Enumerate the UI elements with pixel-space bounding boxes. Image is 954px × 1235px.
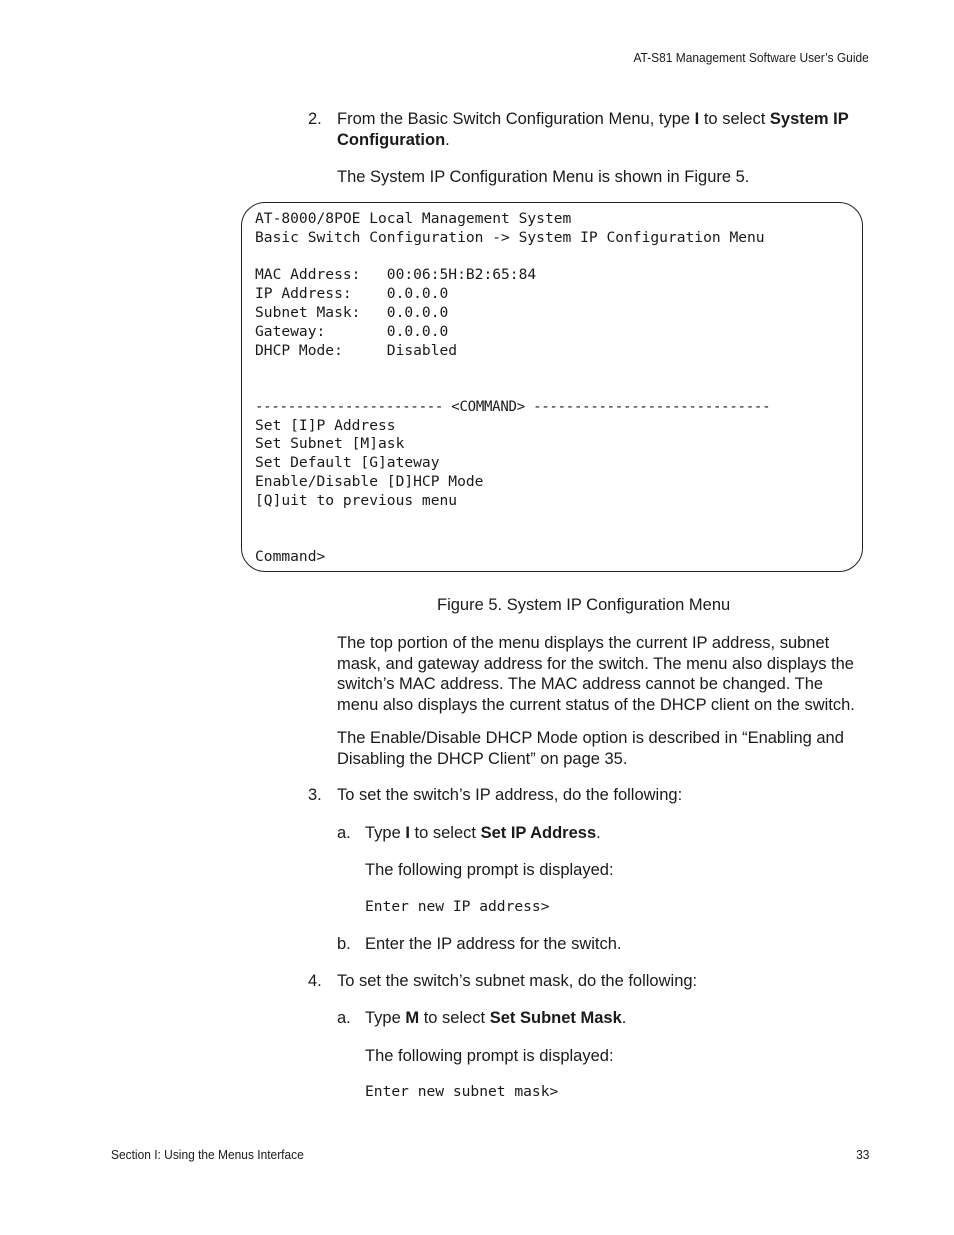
step-4a-text [365, 1008, 626, 1029]
step-2-text-end: . [445, 130, 450, 149]
step-4-text: To set the switch’s subnet mask, do the following: [337, 972, 698, 990]
terminal-line: Enable/Disable [D]HCP Mode [255, 473, 484, 490]
terminal-line: Set Subnet [M]ask [255, 435, 405, 453]
step-2-target-1: System IP [769, 110, 849, 128]
terminal-line: [Q]uit to previous menu [255, 491, 458, 509]
step-3-prompt-code: Enter new IP address> [365, 898, 550, 915]
page-number: 33 [855, 1147, 869, 1162]
step-3a-end: . [596, 824, 601, 842]
step-2-target-2: Configuration [337, 130, 446, 149]
step-4a-pre: Type [365, 1009, 406, 1027]
footer-section: Section I: Using the Menus Interface [111, 1147, 304, 1162]
step-4-prompt-code: Enter new subnet mask> [365, 1083, 559, 1100]
step-2-text-pre: From the Basic Switch Configuration Menu, type [337, 110, 695, 128]
step-4-prompt-intro: The following prompt is displayed: [365, 1047, 614, 1065]
step-4a-label: a. [337, 1009, 351, 1027]
terminal-command-divider: ----------------------- <COMMAND> ----------------------------- [255, 398, 771, 415]
terminal-line: IP Address: 0.0.0.0 [255, 285, 449, 303]
paragraph-line: Disabling the DHCP Client” on page 35. [337, 749, 628, 768]
terminal-line: Subnet Mask: 0.0.0.0 [255, 304, 449, 321]
paragraph-line: The Enable/Disable DHCP Mode option is described in “Enabling and [337, 729, 844, 747]
step-3b-label: b. [337, 935, 351, 953]
paragraph-dhcp-reference [337, 728, 897, 769]
step-3-prompt-intro: The following prompt is displayed: [365, 861, 614, 879]
step-3a-text [365, 823, 601, 844]
step-3a-target: Set IP Address [480, 824, 597, 842]
step-2-number: 2. [308, 110, 322, 128]
step-2-key: I [694, 110, 700, 128]
figure-caption: Figure 5. System IP Configuration Menu [437, 596, 731, 614]
paragraph-line: mask, and gateway address for the switch. The menu also displays the [337, 654, 854, 673]
paragraph-line: switch’s MAC address. The MAC address cannot be changed. The [337, 675, 824, 693]
terminal-line: Gateway: 0.0.0.0 [255, 322, 449, 340]
step-2-text [337, 109, 877, 150]
step-4a-mid: to select [419, 1009, 490, 1027]
step-3a-label: a. [337, 824, 351, 842]
step-3b-text: Enter the IP address for the switch. [365, 935, 622, 953]
figure-intro: The System IP Configuration Menu is shown in Figure 5. [337, 168, 750, 186]
terminal-line: DHCP Mode: Disabled [255, 341, 458, 359]
terminal-line: MAC Address: 00:06:5H:B2:65:84 [255, 266, 537, 284]
paragraph-menu-description [337, 633, 897, 715]
terminal-line: Set [I]P Address [255, 416, 396, 434]
step-4-number: 4. [308, 972, 322, 990]
terminal-screen-figure [241, 202, 863, 572]
running-header: AT-S81 Management Software User’s Guide [633, 50, 869, 65]
step-3-text: To set the switch’s IP address, do the following: [337, 786, 683, 804]
step-3a-pre: Type [365, 824, 406, 842]
terminal-prompt: Command> [255, 547, 326, 565]
step-4a-key: M [405, 1009, 420, 1027]
terminal-line: Basic Switch Configuration -> System IP Configuration Menu [255, 228, 765, 246]
step-3-number: 3. [308, 786, 322, 804]
paragraph-line: menu also displays the current status of the DHCP client on the switch. [337, 695, 855, 714]
step-4a-end: . [621, 1009, 627, 1027]
step-2-text-mid: to select [699, 110, 770, 128]
step-3a-key: I [405, 824, 410, 842]
step-3a-mid: to select [409, 824, 481, 842]
terminal-line: Set Default [G]ateway [255, 454, 440, 472]
step-4a-target: Set Subnet Mask [489, 1009, 622, 1027]
paragraph-line: The top portion of the menu displays the current IP address, subnet [337, 634, 830, 652]
terminal-line: AT-8000/8POE Local Management System [255, 210, 572, 227]
